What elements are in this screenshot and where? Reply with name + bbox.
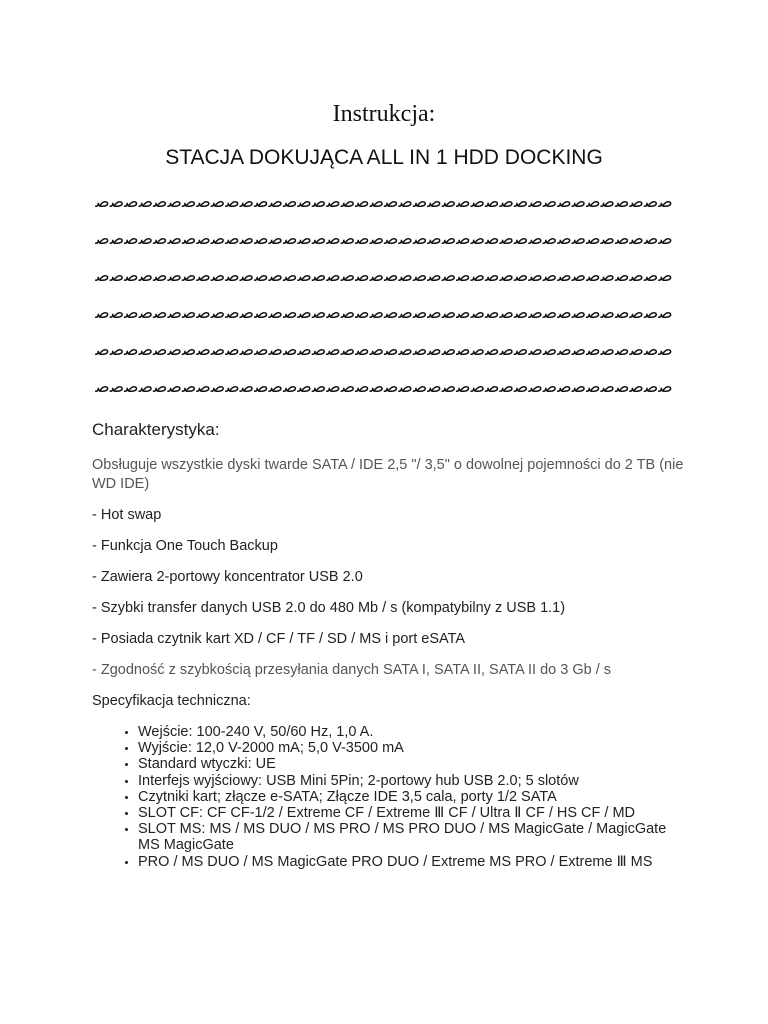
spec-item: • Wejście: 100-240 V, 50/60 Hz, 1,0 A.	[138, 724, 692, 740]
spec-item: • SLOT CF: CF CF-1/2 / Extreme CF / Extreme Ⅲ CF / Ultra Ⅱ CF / HS CF / MD	[138, 805, 692, 821]
spec-item: • Interfejs wyjściowy: USB Mini 5Pin; 2-portowy hub USB 2.0; 5 slotów	[138, 773, 692, 789]
spec-item: • Czytniki kart; złącze e-SATA; Złącze IDE 3,5 cala, porty 1/2 SATA	[138, 789, 692, 805]
page-title: Instrukcja:	[332, 101, 436, 127]
paragraph: Obsługuje wszystkie dyski twarde SATA / IDE 2,5 "/ 3,5" o dowolnej pojemności do 2 TB (nie WD IDE)	[92, 457, 684, 492]
paragraph: - Szybki transfer danych USB 2.0 do 480 Mb / s (kompatybilny z USB 1.1)	[92, 600, 566, 616]
paragraph: - Funkcja One Touch Backup	[92, 538, 278, 554]
garbled-line: ﺻﺻﺻﺻﺻﺻﺻﺻﺻﺻﺻﺻﺻﺻﺻﺻﺻﺻﺻﺻﺻﺻﺻﺻﺻﺻﺻﺻﺻﺻﺻﺻﺻﺻﺻﺻﺻﺻﺻﺻ	[95, 303, 673, 323]
garbled-line: ﺻﺻﺻﺻﺻﺻﺻﺻﺻﺻﺻﺻﺻﺻﺻﺻﺻﺻﺻﺻﺻﺻﺻﺻﺻﺻﺻﺻﺻﺻﺻﺻﺻﺻﺻﺻﺻﺻﺻﺻ	[95, 266, 673, 286]
spec-heading: Specyfikacja techniczna:	[92, 693, 251, 709]
garbled-line: ﺻﺻﺻﺻﺻﺻﺻﺻﺻﺻﺻﺻﺻﺻﺻﺻﺻﺻﺻﺻﺻﺻﺻﺻﺻﺻﺻﺻﺻﺻﺻﺻﺻﺻﺻﺻﺻﺻﺻﺻ	[95, 192, 673, 212]
garbled-line: ﺻﺻﺻﺻﺻﺻﺻﺻﺻﺻﺻﺻﺻﺻﺻﺻﺻﺻﺻﺻﺻﺻﺻﺻﺻﺻﺻﺻﺻﺻﺻﺻﺻﺻﺻﺻﺻﺻﺻﺻ	[95, 340, 673, 360]
garbled-text-block	[0, 190, 768, 412]
spec-item: • Wyjście: 12,0 V-2000 mA; 5,0 V-3500 mA	[138, 740, 692, 756]
spec-item: • SLOT MS: MS / MS DUO / MS PRO / MS PRO DUO / MS MagicGate / MagicGate MS MagicGate	[138, 821, 692, 853]
page-subtitle: STACJA DOKUJĄCA ALL IN 1 HDD DOCKING	[165, 146, 603, 169]
spec-item: • PRO / MS DUO / MS MagicGate PRO DUO / Extreme MS PRO / Extreme Ⅲ MS	[138, 854, 692, 870]
section-heading: Charakterystyka:	[92, 420, 220, 439]
paragraph: - Posiada czytnik kart XD / CF / TF / SD / MS i port eSATA	[92, 631, 466, 647]
garbled-line: ﺻﺻﺻﺻﺻﺻﺻﺻﺻﺻﺻﺻﺻﺻﺻﺻﺻﺻﺻﺻﺻﺻﺻﺻﺻﺻﺻﺻﺻﺻﺻﺻﺻﺻﺻﺻﺻﺻﺻﺻ	[95, 229, 673, 249]
spec-item: • Standard wtyczki: UE	[138, 756, 692, 772]
spec-list	[92, 724, 692, 870]
paragraph: - Hot swap	[92, 507, 162, 523]
document-body	[92, 456, 692, 870]
paragraph: - Zgodność z szybkością przesyłania danych SATA I, SATA II, SATA II do 3 Gb / s	[92, 662, 611, 678]
paragraph: - Zawiera 2-portowy koncentrator USB 2.0	[92, 569, 363, 585]
garbled-line: ﺻﺻﺻﺻﺻﺻﺻﺻﺻﺻﺻﺻﺻﺻﺻﺻﺻﺻﺻﺻﺻﺻﺻﺻﺻﺻﺻﺻﺻﺻﺻﺻﺻﺻﺻﺻﺻﺻﺻﺻ	[95, 377, 673, 397]
